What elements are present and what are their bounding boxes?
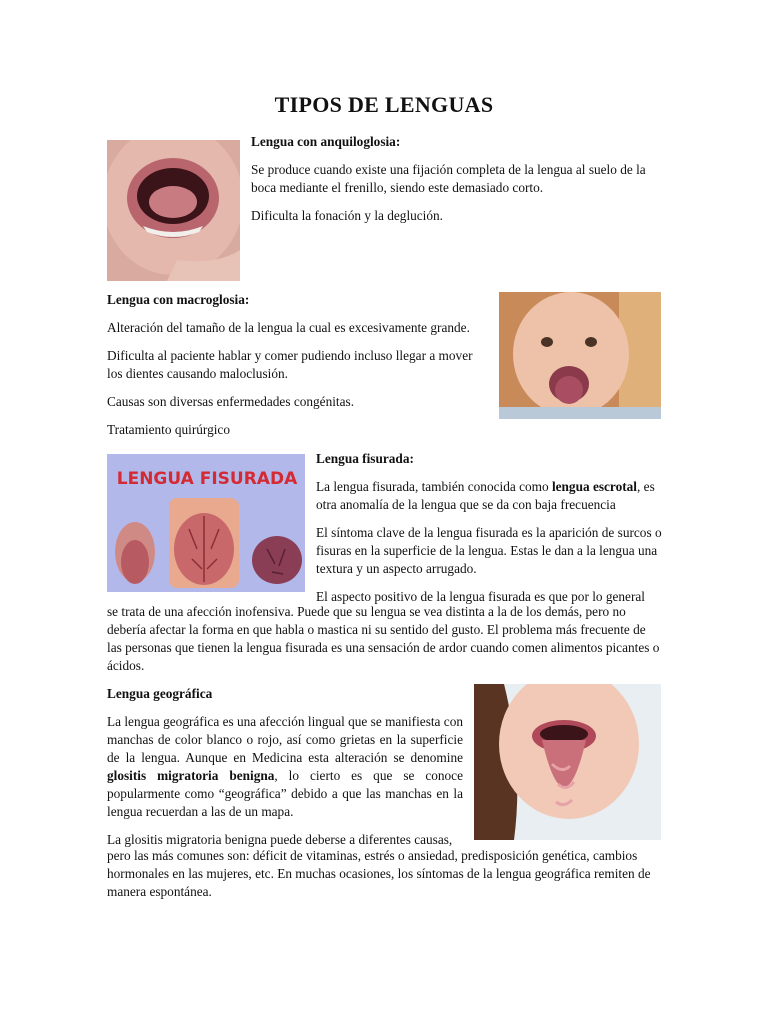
macroglosia-p4: Tratamiento quirúrgico	[107, 422, 230, 437]
anquiloglosia-p2: Dificulta la fonación y la deglución.	[251, 208, 443, 223]
macroglosia-heading: Lengua con macroglosia:	[107, 292, 250, 307]
geografica-p2a: La glositis migratoria benigna puede deberse a diferentes causas,	[107, 832, 453, 847]
page-title: TIPOS DE LENGUAS	[274, 92, 494, 117]
anquiloglosia-heading: Lengua con anquiloglosia:	[251, 134, 401, 149]
fisurada-image	[107, 454, 305, 592]
glositis-term: glositis migratoria benigna	[107, 768, 275, 783]
geografica-p1: La lengua geográfica es una afección lingual que se manifiesta con manchas de color blanco o rojo, así como grietas en la superficie de la lengua. Aunque en Medicina esta alteración se denomine glositis migratoria benigna, lo cierto es que se conoce popularmente como “geográfica” debido a que las manchas en la lengua recuerdan a las de un mapa.	[107, 714, 463, 819]
macroglosia-image	[499, 292, 661, 419]
fisurada-image-text: LENGUA FISURADA	[116, 469, 298, 489]
fisurada-p2: El síntoma clave de la lengua fisurada es la aparición de surcos o fisuras en la superficie de la lengua. Estas le dan a la lengua una textura y un aspecto arrugado.	[316, 525, 662, 576]
fisurada-p3a: El aspecto positivo de la lengua fisurada es que por lo general	[316, 589, 645, 604]
anquiloglosia-image	[107, 140, 240, 281]
macroglosia-p3: Causas son diversas enfermedades congénitas.	[107, 394, 355, 409]
macroglosia-p1: Alteración del tamaño de la lengua la cual es excesivamente grande.	[107, 320, 470, 335]
fisurada-p1: La lengua fisurada, también conocida como lengua escrotal, es otra anomalía de la lengua que se da con baja frecuencia	[316, 479, 655, 512]
lengua-escrotal-term: lengua escrotal	[551, 479, 638, 494]
macroglosia-p2: Dificulta al paciente hablar y comer pudiendo incluso llegar a mover los dientes causando maloclusión.	[107, 348, 473, 381]
anquiloglosia-p1: Se produce cuando existe una fijación completa de la lengua al suelo de la boca mediante el frenillo, siendo este demasiado corto.	[251, 162, 646, 195]
fisurada-p3b: se trata de una afección inofensiva. Puede que su lengua se vea distinta a la de los demás, pero no debería afectar la forma en que habla o mastica ni su sentido del gusto. El problema más frecuente de las personas que tienen la lengua fisurada es una sensación de ardor cuando comen alimentos picantes o ácidos.	[107, 604, 660, 673]
geografica-image	[474, 684, 661, 840]
geografica-p2b: pero las más comunes son: déficit de vitaminas, estrés o ansiedad, predisposición genética, cambios hormonales en las mujeres, etc. En muchas ocasiones, los síntomas de la lengua geográfica remiten de manera espontánea.	[107, 848, 651, 899]
geografica-heading: Lengua geográfica	[107, 686, 213, 701]
fisurada-heading: Lengua fisurada:	[316, 451, 414, 466]
